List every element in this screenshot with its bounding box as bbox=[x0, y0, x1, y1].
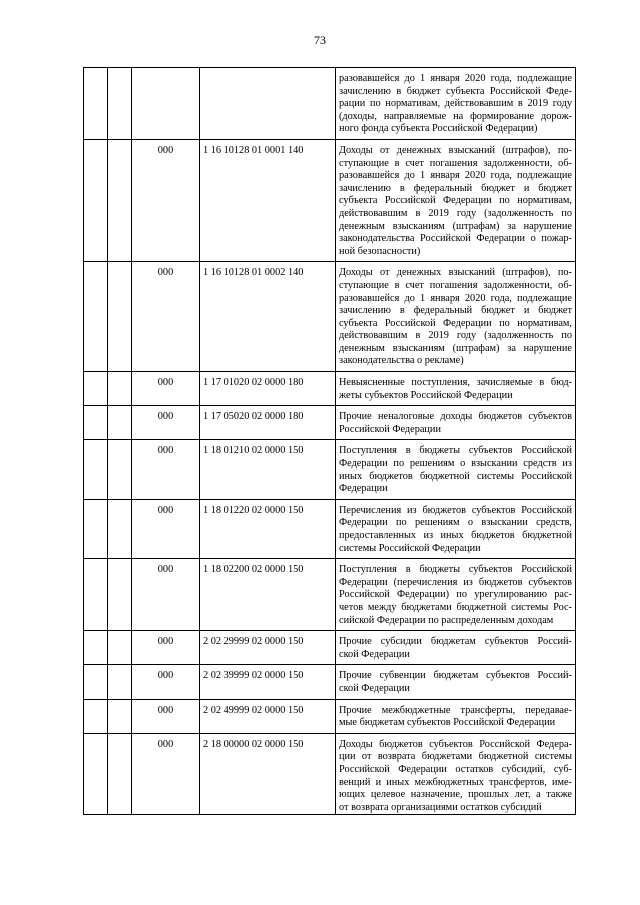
section-cell bbox=[84, 733, 108, 815]
description-line: Российской Федерации bbox=[339, 423, 441, 435]
table-row bbox=[84, 733, 576, 815]
subsection-cell bbox=[108, 406, 132, 440]
description-line: Доходы бюджетов субъектов Российской Федера- bbox=[339, 738, 572, 750]
subsection-cell bbox=[108, 559, 132, 631]
admin-code-cell: 000 bbox=[132, 631, 200, 665]
budget-code-cell: 2 02 49999 02 0000 150 bbox=[200, 699, 336, 733]
description-line: Федерации по решениям о взыскании средств из bbox=[339, 458, 572, 470]
description-line: субъекта Российской Федерации по нормативам, bbox=[339, 317, 572, 329]
description-cell bbox=[336, 665, 576, 699]
description-line: Прочие межбюджетные трансферты, передавае- bbox=[339, 704, 572, 716]
subsection-cell bbox=[108, 372, 132, 406]
table-row bbox=[84, 631, 576, 665]
admin-code-cell: 000 bbox=[132, 665, 200, 699]
subsection-cell bbox=[108, 440, 132, 499]
table-row bbox=[84, 139, 576, 261]
budget-code-cell: 1 16 10128 01 0002 140 bbox=[200, 262, 336, 372]
description-line: зачислению в федеральный бюджет и бюджет bbox=[339, 305, 572, 317]
table-body bbox=[84, 68, 576, 815]
admin-code-cell bbox=[132, 68, 200, 140]
description-line: Российской Федерации остатков субсидий, суб- bbox=[339, 763, 572, 775]
section-cell bbox=[84, 631, 108, 665]
admin-code-cell: 000 bbox=[132, 559, 200, 631]
section-cell bbox=[84, 559, 108, 631]
admin-code-cell: 000 bbox=[132, 733, 200, 815]
description-line: предоставленных из иных бюджетов бюджетной bbox=[339, 530, 572, 541]
description-line: Российской Федерации) по урегулированию рас- bbox=[339, 589, 572, 601]
description-cell bbox=[336, 372, 576, 406]
description-line: ного фонда субъекта Российской Федерации) bbox=[339, 123, 538, 135]
description-line: Прочие неналоговые доходы бюджетов субъектов bbox=[339, 411, 572, 423]
description-cell bbox=[336, 68, 576, 140]
budget-code-cell: 1 18 01220 02 0000 150 bbox=[200, 499, 336, 558]
description-line: законодательства о рекламе) bbox=[339, 355, 464, 367]
description-line: сийской Федерации по распределенным доходам bbox=[339, 614, 554, 626]
table-row bbox=[84, 499, 576, 558]
admin-code-cell: 000 bbox=[132, 440, 200, 499]
page-number: 73 bbox=[314, 33, 326, 47]
description-line: ции от возврата бюджетами бюджетной системы bbox=[339, 751, 572, 763]
subsection-cell bbox=[108, 68, 132, 140]
section-cell bbox=[84, 440, 108, 499]
description-line: Доходы от денежных взысканий (штрафов), по- bbox=[339, 144, 572, 156]
description-cell bbox=[336, 699, 576, 733]
budget-code-cell: 2 02 29999 02 0000 150 bbox=[200, 631, 336, 665]
description-line: Поступления в бюджеты субъектов Российской bbox=[339, 564, 572, 576]
description-line: Прочие субсидии бюджетам субъектов Россий- bbox=[339, 636, 572, 648]
description-line: ющих целевое назначение, прошлых лет, а также bbox=[339, 789, 572, 801]
subsection-cell bbox=[108, 262, 132, 372]
description-cell bbox=[336, 139, 576, 261]
description-line: Федерации по решениям о взыскании средств, bbox=[339, 517, 572, 529]
section-cell bbox=[84, 406, 108, 440]
description-cell bbox=[336, 559, 576, 631]
description-line: Невыясненные поступления, зачисляемые в бюд- bbox=[339, 377, 572, 389]
description-line: субъекта Российской Федерации по нормативам, bbox=[339, 195, 572, 207]
admin-code-cell: 000 bbox=[132, 499, 200, 558]
description-line: законодательства Российской Федерации о пожар- bbox=[339, 233, 572, 245]
table-row bbox=[84, 559, 576, 631]
admin-code-cell: 000 bbox=[132, 406, 200, 440]
description-cell bbox=[336, 499, 576, 558]
description-line: ступающие в счет погашения задолженности, об- bbox=[339, 157, 572, 169]
subsection-cell bbox=[108, 665, 132, 699]
description-cell bbox=[336, 406, 576, 440]
budget-code-cell: 2 02 39999 02 0000 150 bbox=[200, 665, 336, 699]
description-line: разовавшейся до 1 января 2020 года, подлежащие bbox=[339, 170, 572, 182]
budget-code-cell: 1 18 02200 02 0000 150 bbox=[200, 559, 336, 631]
description-line: ской Федерации bbox=[339, 648, 410, 660]
subsection-cell bbox=[108, 499, 132, 558]
section-cell bbox=[84, 372, 108, 406]
description-line: ной безопасности) bbox=[339, 245, 421, 257]
section-cell bbox=[84, 499, 108, 558]
description-line: венций и иных межбюджетных трансфертов, име- bbox=[339, 776, 572, 788]
budget-code-cell: 2 18 00000 02 0000 150 bbox=[200, 733, 336, 815]
description-line: ступающие в счет погашения задолженности, об- bbox=[339, 279, 572, 291]
description-line: рации по нормативам, действовавшим в 2019 году bbox=[339, 98, 572, 110]
admin-code-cell: 000 bbox=[132, 699, 200, 733]
description-cell bbox=[336, 631, 576, 665]
section-cell bbox=[84, 68, 108, 140]
admin-code-cell: 000 bbox=[132, 262, 200, 372]
description-line: разовавшейся до 1 января 2020 года, подлежащие bbox=[339, 292, 572, 304]
description-line: действовавшим в 2019 году (задолженность по bbox=[339, 207, 572, 219]
description-line: иных бюджетов бюджетной системы Российской bbox=[339, 470, 572, 482]
description-line: Доходы от денежных взысканий (штрафов), по- bbox=[339, 267, 572, 279]
admin-code-cell: 000 bbox=[132, 139, 200, 261]
description-line: денежным взысканиям (штрафам) за нарушение bbox=[339, 342, 572, 354]
description-line: системы Российской Федерации bbox=[339, 542, 481, 554]
budget-code-cell: 1 17 05020 02 0000 180 bbox=[200, 406, 336, 440]
budget-code-cell: 1 17 01020 02 0000 180 bbox=[200, 372, 336, 406]
table-row bbox=[84, 262, 576, 372]
section-cell bbox=[84, 665, 108, 699]
table-row bbox=[84, 440, 576, 499]
description-line: действовавшим в 2019 году (задолженность по bbox=[339, 330, 572, 342]
description-line: зачислению в федеральный бюджет и бюджет bbox=[339, 182, 572, 194]
description-line: (доходы, направляемые на формирование дорож- bbox=[339, 110, 572, 122]
budget-code-cell bbox=[200, 68, 336, 140]
description-line: ской Федерации bbox=[339, 682, 410, 694]
subsection-cell bbox=[108, 699, 132, 733]
table-row bbox=[84, 68, 576, 140]
table-row bbox=[84, 372, 576, 406]
admin-code-cell: 000 bbox=[132, 372, 200, 406]
description-cell bbox=[336, 262, 576, 372]
description-line: жеты субъектов Российской Федерации bbox=[339, 389, 513, 401]
section-cell bbox=[84, 262, 108, 372]
description-line: разовавшейся до 1 января 2020 года, подлежащие bbox=[339, 73, 572, 84]
description-line: зачислению в бюджет субъекта Российской Феде- bbox=[339, 85, 572, 97]
description-line: мые бюджетам субъектов Российской Федерации bbox=[339, 717, 556, 729]
description-line: денежным взысканиям (штрафам) за нарушение bbox=[339, 220, 572, 232]
budget-code-cell: 1 16 10128 01 0001 140 bbox=[200, 139, 336, 261]
subsection-cell bbox=[108, 631, 132, 665]
description-line: Перечисления из бюджетов субъектов Российской bbox=[339, 504, 572, 516]
description-line: Федерации bbox=[339, 483, 388, 495]
description-cell bbox=[336, 440, 576, 499]
table-row bbox=[84, 665, 576, 699]
description-line: Федерации (перечисления из бюджетов субъектов bbox=[339, 576, 572, 588]
section-cell bbox=[84, 699, 108, 733]
subsection-cell bbox=[108, 139, 132, 261]
description-line: от возврата организациями остатков субсидий bbox=[339, 801, 542, 813]
description-line: четов между бюджетами бюджетной системы Рос- bbox=[339, 601, 572, 613]
budget-code-cell: 1 18 01210 02 0000 150 bbox=[200, 440, 336, 499]
description-line: Поступления в бюджеты субъектов Российской bbox=[339, 445, 572, 457]
table-row bbox=[84, 406, 576, 440]
description-line: Прочие субвенции бюджетам субъектов Россий- bbox=[339, 670, 572, 682]
section-cell bbox=[84, 139, 108, 261]
revenue-codes-table bbox=[83, 67, 576, 815]
table-row bbox=[84, 699, 576, 733]
subsection-cell bbox=[108, 733, 132, 815]
description-cell bbox=[336, 733, 576, 815]
